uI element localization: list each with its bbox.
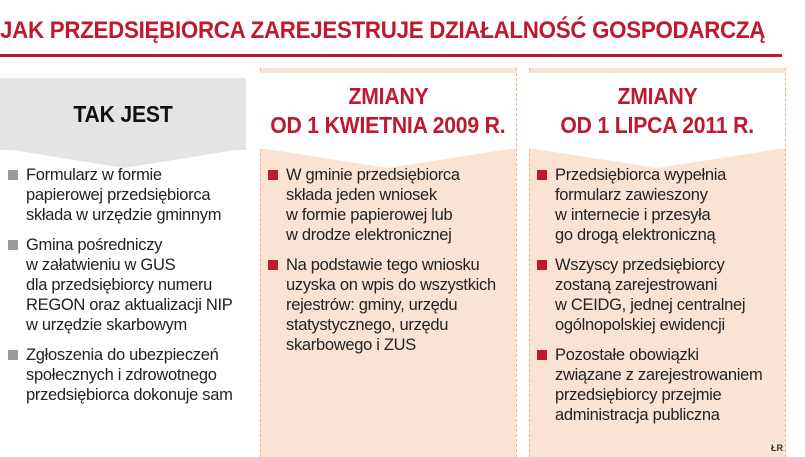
column-current-state [0,68,248,457]
item-text-line: w załatwieniu w GUS [26,256,176,274]
item-text-line: go drogą elektroniczną [555,226,716,244]
column-changes-2009 [260,68,516,457]
item-list [8,165,244,415]
item-text-line: Pozostałe obowiązki [555,346,699,364]
item-text-line: w internecie i przesyła [555,206,711,224]
item-text-line: skarbowego i ZUS [286,336,417,354]
item-text-line: dla przedsiębiorcy numeru [26,276,213,294]
author-credit: ŁR [771,443,783,453]
square-bullet-icon [268,170,278,180]
column-heading [529,73,785,149]
column-heading-line: TAK JEST [73,100,173,127]
column-heading-line: OD 1 KWIETNIA 2009 R. [270,112,506,138]
square-bullet-icon [8,170,18,180]
item-text-line: uzyska on wpis do wszystkich [286,276,496,294]
column-heading-line: ZMIANY [347,83,429,109]
item-text-line: papierowej przedsiębiorca [26,186,211,204]
item-text-line: REGON oraz aktualizacji NIP [26,296,233,314]
item-text-line: formularz zawieszony [555,186,708,204]
list-item [268,255,512,355]
item-text-line: Zgłoszenia do ubezpieczeń [26,346,219,364]
list-item [8,345,244,405]
column-heading [260,73,516,149]
item-text-line: rejestrów: gminy, urzędu [286,296,458,314]
square-bullet-icon [268,260,278,270]
item-text-line: zostaną zarejestrowani [555,276,718,294]
item-text-line: składa w urzędzie gminnym [26,206,222,224]
column-3-right-border [785,68,786,457]
list-item [8,165,244,225]
item-text-line: administracja publiczna [555,406,720,424]
list-item [8,235,244,335]
item-text-line: Gmina pośredniczy [26,236,163,254]
item-text-line: społecznych i zdrowotnego [26,366,217,384]
square-bullet-icon [537,260,547,270]
infographic-title: JAK PRZEDSIĘBIORCA ZAREJESTRUJE DZIAŁALNOŚĆ GOSPODARCZĄ [0,17,766,44]
item-text-line: Na podstawie tego wniosku [286,256,480,274]
item-text-line: przedsiębiorca dokonuje sam [26,386,233,404]
column-heading-line: OD 1 LIPCA 2011 R. [560,112,754,138]
item-list [537,165,781,435]
square-bullet-icon [537,170,547,180]
item-text-line: składa jeden wniosek [286,186,437,204]
column-2-right-border [516,68,517,457]
square-bullet-icon [537,350,547,360]
column-changes-2011 [529,68,785,457]
item-text-line: W gminie przedsiębiorca [286,166,460,184]
item-text-line: ogólnopolskiej ewidencji [555,316,725,334]
item-text-line: przedsiębiorcy przejmie [555,386,722,404]
square-bullet-icon [8,240,18,250]
item-text-line: Wszyscy przedsiębiorcy [555,256,725,274]
list-item [268,165,512,245]
item-text-line: w CEIDG, jednej centralnej [555,296,746,314]
square-bullet-icon [8,350,18,360]
list-item [537,255,781,335]
column-heading-line: ZMIANY [616,83,698,109]
item-text-line: związane z zarejestrowaniem [555,366,763,384]
list-item [537,345,781,425]
item-text-line: w drodze elektronicznej [286,226,452,244]
item-text-line: Przedsiębiorca wypełnia [555,166,727,184]
title-underline [0,54,782,57]
column-heading [0,78,246,150]
list-item [537,165,781,245]
item-text-line: w urzędzie skarbowym [26,316,187,334]
item-text-line: Formularz w formie [26,166,162,184]
item-text-line: w formie papierowej lub [286,206,453,224]
item-list [268,165,512,365]
item-text-line: statystycznego, urzędu [286,316,449,334]
